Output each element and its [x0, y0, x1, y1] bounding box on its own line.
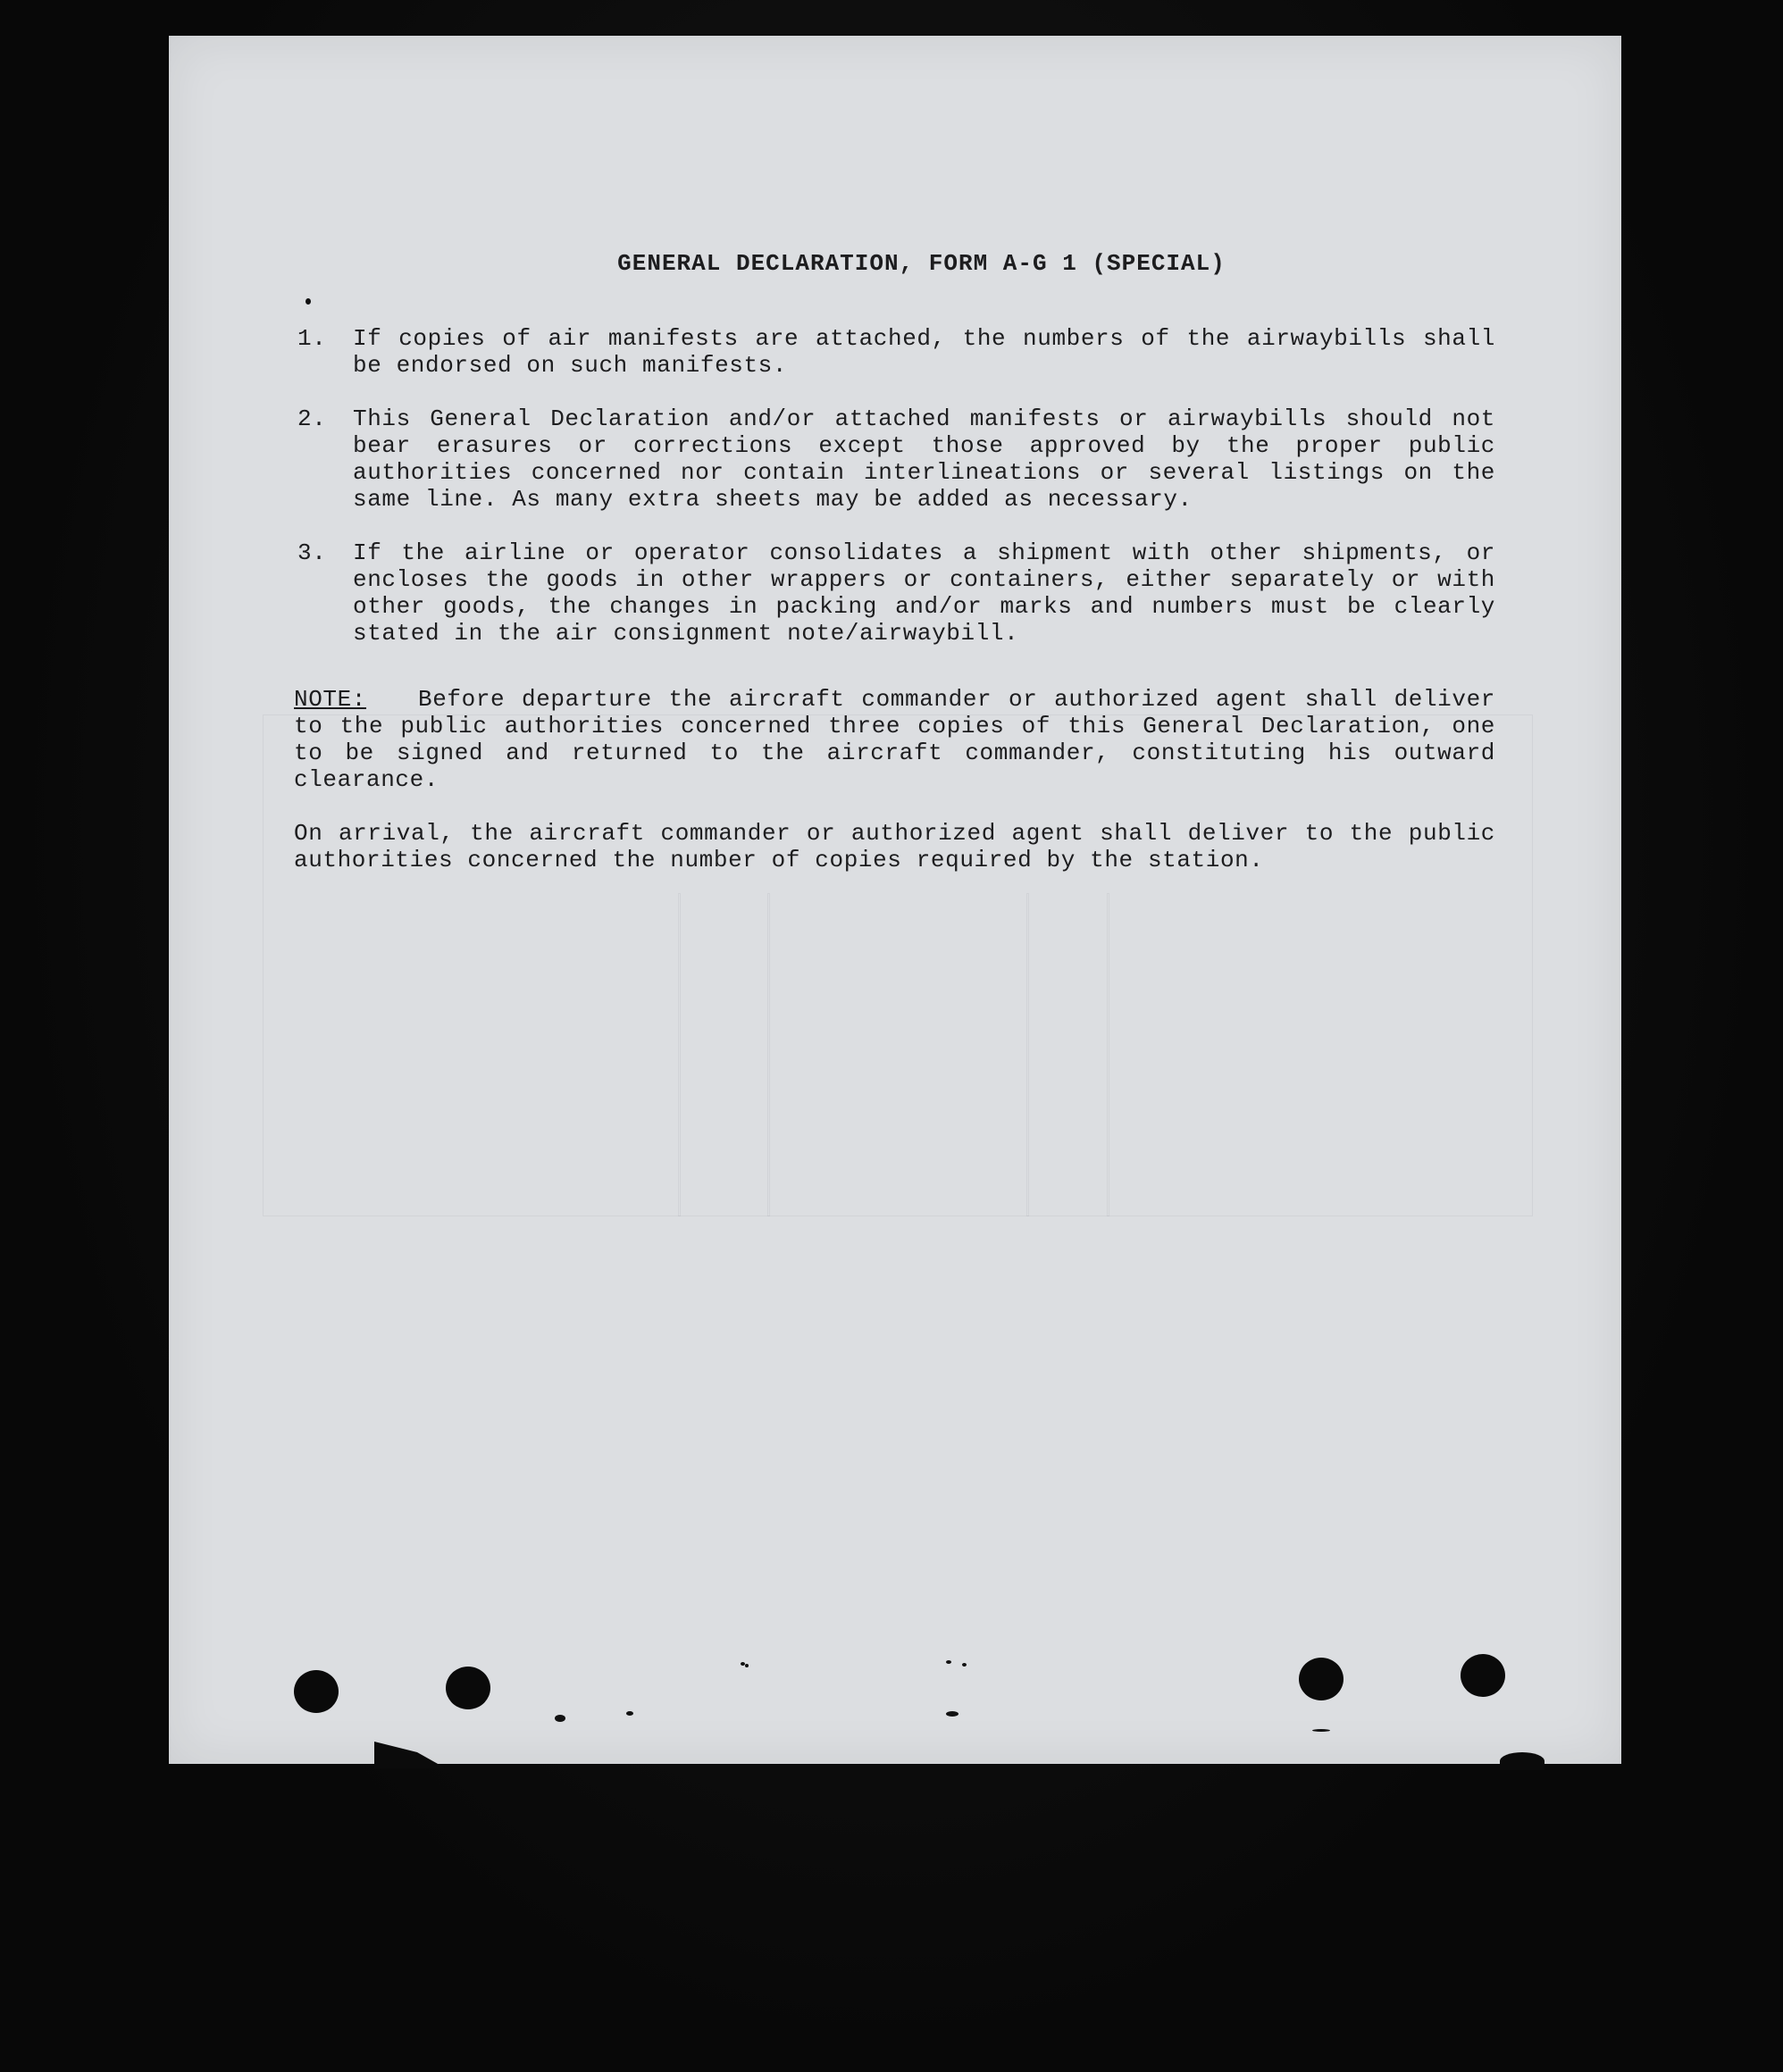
- item-number: 1.: [297, 325, 327, 352]
- item-number: 2.: [297, 405, 327, 432]
- arrival-paragraph: On arrival, the aircraft commander or authorized agent shall deliver to the public authorities concerned the number of copies required by the station.: [294, 820, 1495, 873]
- punch-hole: [1299, 1658, 1344, 1700]
- torn-edge: [374, 1742, 446, 1768]
- bleed-through-line: [1026, 893, 1029, 1216]
- document-title: GENERAL DECLARATION, FORM A-G 1 (SPECIAL): [617, 250, 1226, 277]
- bleed-through-line: [678, 893, 681, 1216]
- note-label: NOTE:: [294, 686, 367, 713]
- torn-edge: [1500, 1752, 1544, 1770]
- item-number: 3.: [297, 539, 327, 566]
- list-item: [294, 405, 1495, 513]
- speck: [1312, 1729, 1330, 1732]
- item-text: This General Declaration and/or attached manifests or airwaybills should not bear erasures or corrections except those approved by the proper public authorities concerned nor contain interlineations or several listings on the same line. As many extra sheets may be added as necessary.: [353, 405, 1495, 513]
- speck: [962, 1663, 967, 1667]
- speck: [946, 1711, 958, 1717]
- document-page: [169, 36, 1621, 1764]
- document-body: [294, 250, 1495, 873]
- list-item: [294, 325, 1495, 379]
- punch-hole: [294, 1670, 339, 1713]
- list-item: [294, 539, 1495, 647]
- punch-hole: [1461, 1654, 1505, 1697]
- item-text: If the airline or operator consolidates a shipment with other shipments, or encloses the goods in other wrappers or containers, either separately or with other goods, the changes in packing and/or marks and numbers must be clearly stated in the air consignment note/airwaybill.: [353, 539, 1495, 647]
- note-paragraph: [294, 686, 1495, 793]
- speck: [306, 298, 311, 305]
- note-text: Before departure the aircraft commander or authorized agent shall deliver to the public authorities concerned three copies of this General Declaration, one to be signed and returned to the aircraft commander, constituting his outward clearance.: [294, 686, 1495, 793]
- speck: [745, 1664, 749, 1667]
- speck: [555, 1715, 565, 1722]
- item-text: If copies of air manifests are attached, the numbers of the airwaybills shall be endorsed on such manifests.: [353, 325, 1495, 379]
- bleed-through-line: [767, 893, 770, 1216]
- speck: [946, 1660, 951, 1664]
- punch-hole: [446, 1667, 490, 1709]
- bleed-through-line: [1107, 893, 1109, 1216]
- speck: [626, 1711, 633, 1716]
